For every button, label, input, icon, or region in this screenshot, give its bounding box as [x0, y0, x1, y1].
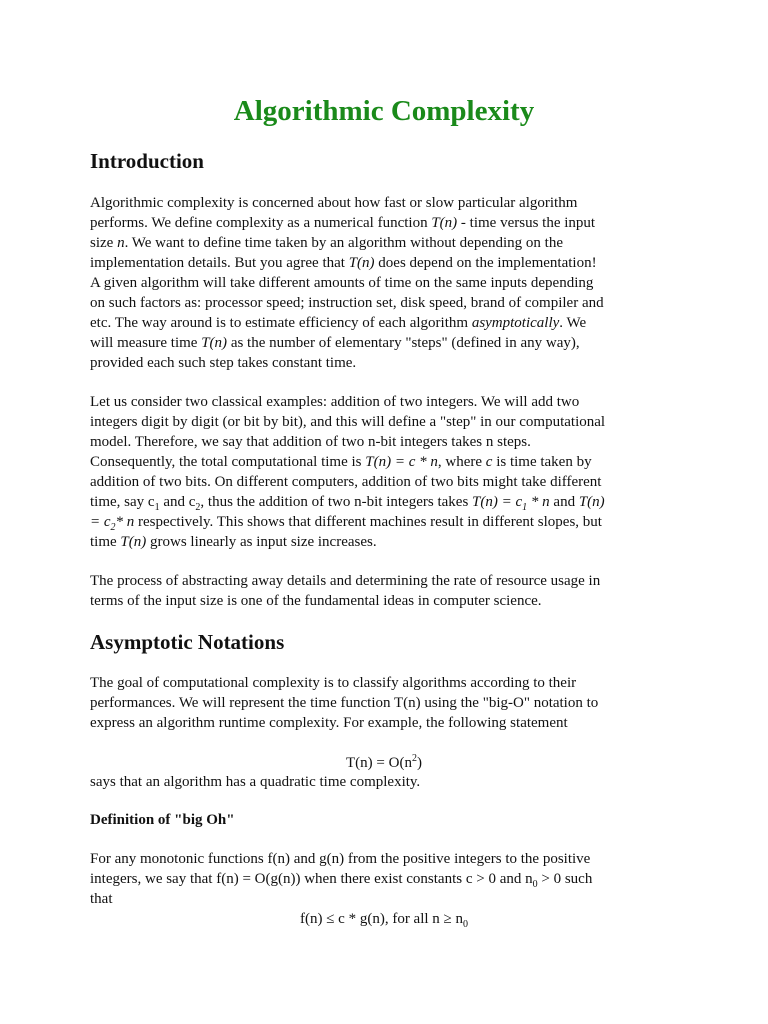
- text-line: addition of two bits. On different computers, addition of two bits might take different: [90, 474, 602, 490]
- text-line: The process of abstracting away details and determining the rate of resource usage in: [90, 573, 601, 589]
- heading-definition-big-oh: Definition of "big Oh": [90, 812, 235, 828]
- text-line: The goal of computational complexity is to classify algorithms according to their: [90, 675, 577, 691]
- text-line: = $c_2*$ n respectively. This shows that different machines result in different slopes, but: [90, 514, 602, 533]
- text-line: Algorithmic complexity is concerned about how fast or slow particular algorithm: [90, 195, 578, 211]
- text-line: etc. The way around is to estimate efficiency of each algorithm asymptotically. We: [90, 315, 587, 331]
- text-line: provided each such step takes constant time.: [90, 355, 357, 371]
- text-line: performances. We will represent the time function T(n) using the "big-O" notation to: [90, 695, 599, 711]
- text-line: will measure time T(n) as the number of elementary "steps" (defined in any way),: [90, 335, 580, 351]
- intro-paragraph-1: [90, 193, 678, 373]
- intro-paragraph-3: [90, 571, 678, 611]
- text-line: Consequently, the total computational time is T(n) = c * n, where c is time taken by: [90, 454, 592, 470]
- heading-introduction: Introduction: [90, 149, 204, 173]
- asymptotic-paragraph-3: [90, 849, 678, 909]
- text-line: integers, we say that f(n) = O(g(n)) when there exist constants c > 0 and $n_0 > 0$ such: [90, 871, 593, 890]
- text-line: model. Therefore, we say that addition of two n-bit integers takes n steps.: [90, 434, 531, 450]
- text-line: time T(n) grows linearly as input size increases.: [90, 534, 377, 550]
- formula-big-oh-definition: f(n) ≤ c * g(n), for all $n \ge n_0$: [299, 911, 469, 930]
- text-line: implementation details. But you agree that T(n) does depend on the implementation!: [90, 255, 597, 271]
- text-line: size n. We want to define time taken by an algorithm without depending on the: [90, 235, 563, 251]
- text-line: terms of the input size is one of the fundamental ideas in computer science.: [90, 593, 542, 609]
- text-line: A given algorithm will take different amounts of time on the same inputs depending: [90, 275, 594, 291]
- formula-quadratic: $T(n) = O(n^2)$: [346, 753, 422, 771]
- text-line: integers digit by digit (or bit by bit), and this will define a "step" in our computational: [90, 414, 606, 430]
- text-line: on such factors as: processor speed; instruction set, disk speed, brand of compiler and: [90, 295, 604, 311]
- text-line: time, say $c_1$ and $c_2$, thus the addition of two n-bit integers takes $T(n) = c_1 * n$ and T(n): [90, 494, 605, 513]
- text-line: Let us consider two classical examples: addition of two integers. We will add two: [90, 394, 580, 410]
- text-line: For any monotonic functions f(n) and g(n) from the positive integers to the positive: [90, 851, 591, 867]
- intro-paragraph-2: [90, 392, 678, 552]
- heading-asymptotic-notations: Asymptotic Notations: [90, 630, 285, 654]
- page-title: Algorithmic Complexity: [233, 95, 535, 127]
- text-line: express an algorithm runtime complexity. For example, the following statement: [90, 715, 568, 731]
- asymptotic-paragraph-1: [90, 673, 678, 733]
- text-line: performs. We define complexity as a numerical function T(n) - time versus the input: [90, 215, 596, 231]
- text-line: that: [90, 891, 113, 907]
- asymptotic-paragraph-2: says that an algorithm has a quadratic time complexity.: [90, 774, 421, 790]
